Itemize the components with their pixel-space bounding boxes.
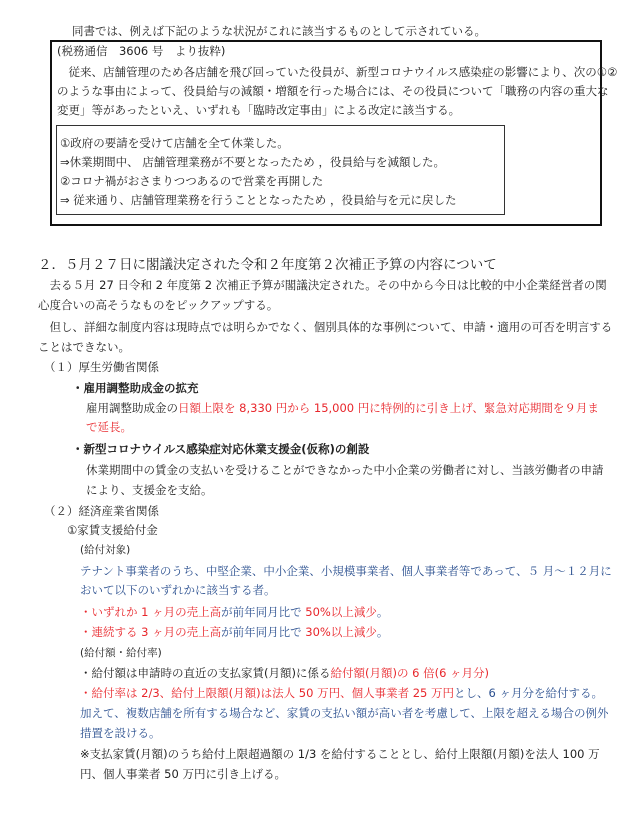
condition-2 xyxy=(80,624,388,640)
condition-1-pre: ・いずれか xyxy=(80,605,142,619)
condition-1 xyxy=(80,604,388,620)
case-2: ②コロナ禍がおさまりつつあるので営業を再開した xyxy=(60,174,324,188)
target-label: (給付対象) xyxy=(80,544,131,556)
quote-line-3: 変更」等があったといえ、いずれも「臨時改定事由」による改定に該当する。 xyxy=(57,103,461,117)
meti-subtitle: ①家賃支援給付金 xyxy=(67,523,158,537)
mhlw-item2-line-2: により、支援金を支給。 xyxy=(86,483,213,497)
mhlw-item2-title: ・新型コロナウイルス感染症対応休業支援金(仮称)の創設 xyxy=(72,442,370,456)
para1-line-2: 心度合いの高そうなものをピックアップする。 xyxy=(38,298,279,312)
condition-1-end: 。 xyxy=(376,605,389,619)
mhlw-item1-title: ・雇用調整助成金の拡充 xyxy=(72,381,199,395)
rate-1 xyxy=(80,665,489,681)
mhlw-item1-highlight: 日額上限を 8,330 円から 15,000 円に特例的に引き上げ、緊急対応期間を９月ま xyxy=(178,401,599,415)
rate-2-bullet: ・ xyxy=(80,686,92,700)
note-line-1: ※支払家賃(月額)のうち給付上限超過額の 1/3 を給付することとし、給付上限額(月額)を法人 100 万 xyxy=(80,747,600,761)
quote-line-2: のような事由によって、役員給与の減額・増額を行った場合には、その役員について「職務の内容の重大な xyxy=(57,84,609,98)
para1-line-1: 去る５月 27 日令和 2 年度第 2 次補正予算が閣議決定された。その中から今日は比較的中小企業経営者の関 xyxy=(38,278,607,292)
condition-2-rate: 30%以上減少 xyxy=(305,625,377,639)
mhlw-item1-text: 雇用調整助成金の xyxy=(86,401,178,415)
condition-2-end: 。 xyxy=(376,625,389,639)
case-1-result: ⇒休業期間中、 店舗管理業務が不要となったため ，役員給与を減額した。 xyxy=(60,155,445,169)
rate-2-highlight: 給付率は 2/3、給付上限額(月額)は法人 50 万円、個人事業者 25 万円 xyxy=(91,686,455,700)
mhlw-item1-highlight-2: で延長。 xyxy=(86,420,132,434)
case-1: ①政府の要請を受けて店舗を全て休業した。 xyxy=(60,136,289,150)
mhlw-item2-line-1: 休業期間中の賃金の支払いを受けることができなかった中小企業の労働者に対し、当該労働者の申請 xyxy=(86,463,604,477)
case-2-result: ⇒ 従来通り、店舗管理業務を行うこととなったため ，役員給与を元に戻した xyxy=(60,193,457,207)
rate-1-text: ・給付額は申請時の直近の支払家賃(月額)に係る xyxy=(80,666,331,680)
para2-line-2: ことはできない。 xyxy=(38,340,130,354)
rate-3-line-1: 加えて、複数店舗を所有する場合など、家賃の支払い額が高い者を考慮して、上限を超える場合の例外 xyxy=(80,706,609,720)
rate-2-text: とし、6 ヶ月分を給付する。 xyxy=(454,686,604,700)
mhlw-title: （１）厚生労働省関係 xyxy=(44,360,159,374)
quote-source: (税務通信 3606 号 より抜粋) xyxy=(57,44,226,58)
quote-line-1: 従来、店舗管理のため各店舗を飛び回っていた役員が、新型コロナウイルス感染症の影響により、次の①② xyxy=(57,65,618,79)
section-heading: ２．５月２７日に閣議決定された令和２年度第２次補正予算の内容について xyxy=(38,257,497,273)
rate-label: (給付額・給付率) xyxy=(80,647,162,659)
target-line-2: おいて以下のいずれかに該当する者。 xyxy=(80,583,276,597)
condition-1-mid: が前年同月比で xyxy=(221,605,306,619)
rate-1-highlight: 給付額(月額)の 6 倍(6 ヶ月分) xyxy=(330,666,490,680)
target-line-1: テナント事業者のうち、中堅企業、中小企業、小規模事業者、個人事業者等であって、５ 月～１２月に xyxy=(80,564,612,578)
rate-2 xyxy=(80,685,603,701)
condition-1-rate: 50%以上減少 xyxy=(305,605,377,619)
condition-1-period: 1 ヶ月の売上高 xyxy=(141,605,222,619)
condition-2-mid: が前年同月比で xyxy=(221,625,306,639)
meti-title: （２）経済産業省関係 xyxy=(44,504,159,518)
intro-text: 同書では、例えば下記のような状況がこれに該当するものとして示されている。 xyxy=(72,24,486,38)
condition-2-period: 3 ヶ月の売上高 xyxy=(141,625,222,639)
note-line-2: 円、個人事業者 50 万円に引き上げる。 xyxy=(80,767,286,781)
condition-2-pre: ・連続する xyxy=(80,625,142,639)
para2-line-1: 但し、詳細な制度内容は現時点では明らかでなく、個別具体的な事例について、申請・適用の可否を明言する xyxy=(38,320,613,334)
mhlw-item1-body xyxy=(86,400,599,416)
rate-3-line-2: 措置を設ける。 xyxy=(80,726,161,740)
